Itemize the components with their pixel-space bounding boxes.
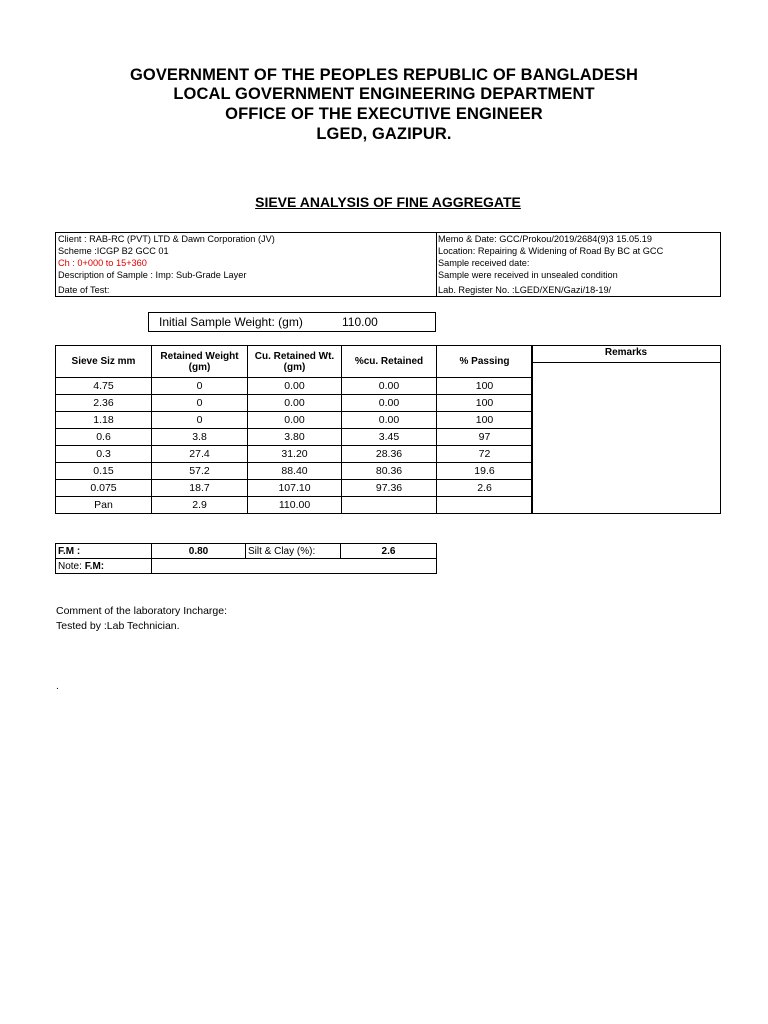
sieve-analysis-table xyxy=(55,345,533,514)
note-fm-label: F.M: xyxy=(84,560,105,572)
cu-retained-cell: 0.00 xyxy=(248,378,342,395)
pct-cu-retained-cell: 97.36 xyxy=(342,480,437,497)
initial-sample-weight-box xyxy=(148,312,436,332)
sieve-size-cell: 4.75 xyxy=(56,378,152,395)
table-row xyxy=(56,378,533,395)
retained-weight-cell: 0 xyxy=(152,412,248,429)
header-cu-retained-label: Cu. Retained Wt. xyxy=(254,350,335,362)
fm-label: F.M : xyxy=(56,544,152,559)
cu-retained-cell: 0.00 xyxy=(248,395,342,412)
report-title xyxy=(0,194,768,210)
retained-weight-cell: 0 xyxy=(152,395,248,412)
retained-weight-cell: 3.8 xyxy=(152,429,248,446)
table-row xyxy=(56,395,533,412)
lab-incharge-comment: Comment of the laboratory Incharge: xyxy=(56,605,228,617)
sieve-size-cell: 2.36 xyxy=(56,395,152,412)
silt-clay-value: 2.6 xyxy=(341,544,437,559)
memo-line: Memo & Date: GCC/Prokou/2019/2684(9)3 15.05.19 xyxy=(438,234,652,244)
retained-weight-cell: 57.2 xyxy=(152,463,248,480)
sample-info-right xyxy=(436,233,720,296)
location-line: Location: Repairing & Widening of Road By BC at GCC xyxy=(438,246,664,256)
cu-retained-cell: 107.10 xyxy=(248,480,342,497)
pct-passing-cell: 100 xyxy=(437,378,533,395)
sieve-size-cell: Pan xyxy=(56,497,152,514)
cu-retained-cell: 110.00 xyxy=(248,497,342,514)
retained-weight-cell: 18.7 xyxy=(152,480,248,497)
header-line-3: OFFICE OF THE EXECUTIVE ENGINEER xyxy=(225,105,543,123)
header-retained-weight xyxy=(152,346,248,378)
table-row xyxy=(56,480,533,497)
header-line-2: LOCAL GOVERNMENT ENGINEERING DEPARTMENT xyxy=(173,85,595,103)
header-retained-weight-unit: (gm) xyxy=(188,361,211,373)
sieve-size-cell: 0.6 xyxy=(56,429,152,446)
table-row xyxy=(56,497,533,514)
table-row xyxy=(56,463,533,480)
note-value-cell xyxy=(152,559,437,574)
initial-sample-weight-value: 110.00 xyxy=(342,315,378,329)
tested-by-line: Tested by :Lab Technician. xyxy=(56,620,180,632)
pct-cu-retained-cell: 0.00 xyxy=(342,378,437,395)
scheme-line: Scheme :ICGP B2 GCC 01 xyxy=(58,246,169,256)
retained-weight-cell: 2.9 xyxy=(152,497,248,514)
pct-cu-retained-cell: 80.36 xyxy=(342,463,437,480)
pct-passing-cell: 19.6 xyxy=(437,463,533,480)
pct-passing-cell xyxy=(437,497,533,514)
register-line: Lab. Register No. :LGED/XEN/Gazi/18-19/ xyxy=(438,285,612,295)
fineness-modulus-table xyxy=(55,543,437,574)
description-line: Description of Sample : Imp: Sub-Grade Layer xyxy=(58,270,247,280)
pct-passing-cell: 97 xyxy=(437,429,533,446)
header-cu-retained xyxy=(248,346,342,378)
chainage-line: Ch : 0+000 to 15+360 xyxy=(58,258,147,268)
header-sieve-size: Sieve Siz mm xyxy=(56,346,152,378)
retained-weight-cell: 0 xyxy=(152,378,248,395)
pct-passing-cell: 100 xyxy=(437,412,533,429)
sieve-size-cell: 0.075 xyxy=(56,480,152,497)
sieve-table-body xyxy=(56,378,533,514)
client-line: Client : RAB-RC (PVT) LTD & Dawn Corporation (JV) xyxy=(58,234,275,244)
header-retained-weight-label: Retained Weight xyxy=(160,350,239,362)
report-title-text: SIEVE ANALYSIS OF FINE AGGREGATE xyxy=(255,194,521,210)
pct-passing-cell: 100 xyxy=(437,395,533,412)
date-of-test-line: Date of Test: xyxy=(58,285,110,295)
table-row xyxy=(56,412,533,429)
remarks-header: Remarks xyxy=(532,346,720,363)
pct-cu-retained-cell: 0.00 xyxy=(342,412,437,429)
header-cu-retained-unit: (gm) xyxy=(283,361,306,373)
cu-retained-cell: 88.40 xyxy=(248,463,342,480)
initial-sample-weight-label: Initial Sample Weight: (gm) xyxy=(159,315,303,329)
silt-clay-label: Silt & Clay (%): xyxy=(246,544,341,559)
retained-weight-cell: 27.4 xyxy=(152,446,248,463)
sieve-size-cell: 0.15 xyxy=(56,463,152,480)
table-header-row xyxy=(56,346,533,378)
fm-value: 0.80 xyxy=(152,544,246,559)
header-pct-cu-retained: %cu. Retained xyxy=(342,346,437,378)
header-line-4: LGED, GAZIPUR. xyxy=(316,125,452,143)
sieve-size-cell: 0.3 xyxy=(56,446,152,463)
header-line-1: GOVERNMENT OF THE PEOPLES REPUBLIC OF BANGLADESH xyxy=(129,66,639,84)
pct-cu-retained-cell xyxy=(342,497,437,514)
cu-retained-cell: 0.00 xyxy=(248,412,342,429)
pct-cu-retained-cell: 28.36 xyxy=(342,446,437,463)
note-row xyxy=(56,559,437,574)
cu-retained-cell: 31.20 xyxy=(248,446,342,463)
note-cell xyxy=(56,559,152,574)
sample-info-left xyxy=(56,233,437,296)
received-date-line: Sample received date: xyxy=(438,258,530,268)
fm-row xyxy=(56,544,437,559)
table-row xyxy=(56,446,533,463)
pct-passing-cell: 2.6 xyxy=(437,480,533,497)
cu-retained-cell: 3.80 xyxy=(248,429,342,446)
sieve-size-cell: 1.18 xyxy=(56,412,152,429)
trailing-dot: . xyxy=(56,680,59,692)
table-row xyxy=(56,429,533,446)
condition-line: Sample were received in unsealed condition xyxy=(438,270,618,280)
pct-cu-retained-cell: 0.00 xyxy=(342,395,437,412)
pct-passing-cell: 72 xyxy=(437,446,533,463)
sample-info-box xyxy=(55,232,721,297)
header-pct-passing: % Passing xyxy=(437,346,533,378)
pct-cu-retained-cell: 3.45 xyxy=(342,429,437,446)
remarks-column xyxy=(531,345,721,514)
note-label: Note: xyxy=(58,560,82,572)
